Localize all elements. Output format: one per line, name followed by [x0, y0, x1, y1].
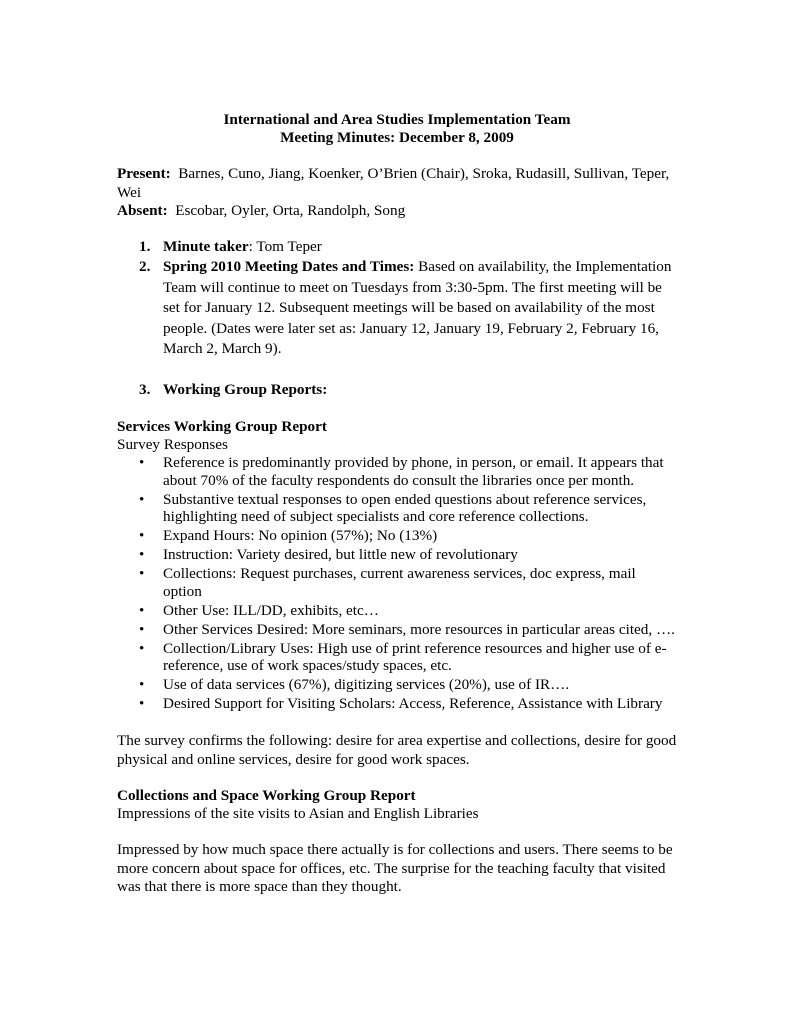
agenda-item	[117, 237, 677, 258]
present-line	[117, 165, 677, 202]
list-item-text: Substantive textual responses to open ended questions about reference services, highlighting need of subject specialists and core reference collections.	[163, 490, 647, 525]
document-title: International and Area Studies Implementation Team	[223, 111, 571, 128]
document-header	[117, 111, 677, 147]
collections-paragraph: Impressed by how much space there actually is for collections and users. There seems to be more concern about space for offices, etc. The surprise for the teaching faculty that visited was that there is more space than they thought.	[117, 841, 673, 895]
agenda-item	[117, 257, 677, 360]
document-page	[117, 111, 677, 897]
list-item-text: Collections: Request purchases, current awareness services, doc express, mail option	[163, 565, 636, 600]
list-item-text: Instruction: Variety desired, but little new of revolutionary	[163, 546, 518, 563]
list-item-text: Expand Hours: No opinion (57%); No (13%)	[163, 527, 438, 544]
list-item	[117, 491, 677, 526]
agenda-item	[117, 380, 677, 401]
agenda-label: Minute taker	[163, 237, 249, 255]
agenda-list	[117, 237, 677, 401]
list-item	[117, 640, 677, 675]
bullet-icon: •	[139, 601, 145, 619]
absent-names: Escobar, Oyler, Orta, Randolph, Song	[175, 202, 406, 219]
list-item-text: Desired Support for Visiting Scholars: Access, Reference, Assistance with Library	[163, 695, 663, 712]
services-heading: Services Working Group Report	[117, 418, 327, 435]
agenda-number: 3.	[139, 380, 151, 398]
list-item-text: Collection/Library Uses: High use of print reference resources and higher use of e-reference, use of work spaces/study spaces, etc.	[163, 639, 667, 674]
bullet-icon: •	[139, 454, 145, 471]
agenda-number: 2.	[139, 258, 151, 275]
bullet-icon: •	[139, 527, 145, 544]
present-label: Present:	[117, 165, 171, 182]
list-item-text: Other Services Desired: More seminars, more resources in particular areas cited, ….	[163, 620, 675, 638]
bullet-icon: •	[139, 546, 145, 563]
list-item	[117, 695, 677, 713]
list-item-text: Reference is predominantly provided by phone, in person, or email. It appears that about 70% of the faculty respondents do consult the libraries once per month.	[163, 454, 664, 489]
agenda-text: : Tom Teper	[248, 237, 322, 255]
absent-label: Absent:	[117, 202, 168, 219]
list-item	[117, 454, 677, 489]
bullet-icon: •	[139, 490, 145, 508]
list-item-text: Other Use: ILL/DD, exhibits, etc…	[163, 601, 379, 619]
list-item	[117, 676, 677, 694]
absent-line	[117, 202, 677, 221]
agenda-label: Working Group Reports:	[163, 380, 328, 398]
list-item-text: Use of data services (67%), digitizing services (20%), use of IR….	[163, 676, 570, 693]
agenda-label: Spring 2010 Meeting Dates and Times:	[163, 258, 415, 275]
list-item	[117, 565, 677, 600]
agenda-number: 1.	[139, 237, 151, 255]
bullet-icon: •	[139, 639, 145, 657]
bullet-icon: •	[139, 565, 145, 582]
bullet-icon: •	[139, 620, 145, 638]
list-item	[117, 527, 677, 545]
services-summary: The survey confirms the following: desire for area expertise and collections, desire for good physical and online services, desire for good work spaces.	[117, 732, 677, 768]
list-item	[117, 602, 677, 620]
collections-subheading: Impressions of the site visits to Asian and English Libraries	[117, 805, 479, 822]
document-subtitle: Meeting Minutes: December 8, 2009	[280, 129, 514, 146]
agenda-text: Based on availability, the Implementation Team will continue to meet on Tuesdays from 3:30-5pm. The first meeting will be set for January 12. Subsequent meetings will be based on availability of the most people. (Dates were later set as: January 12, January 19, February 2, February 16, March 2, March 9).	[163, 258, 672, 357]
collections-heading: Collections and Space Working Group Report	[117, 787, 416, 804]
bullet-icon: •	[139, 676, 145, 693]
bullet-icon: •	[139, 695, 145, 712]
list-item	[117, 621, 677, 639]
services-subheading: Survey Responses	[117, 436, 228, 453]
services-bullet-list	[117, 454, 677, 713]
present-names: Barnes, Cuno, Jiang, Koenker, O’Brien (Chair), Sroka, Rudasill, Sullivan, Teper, Wei	[117, 165, 670, 201]
list-item	[117, 546, 677, 564]
